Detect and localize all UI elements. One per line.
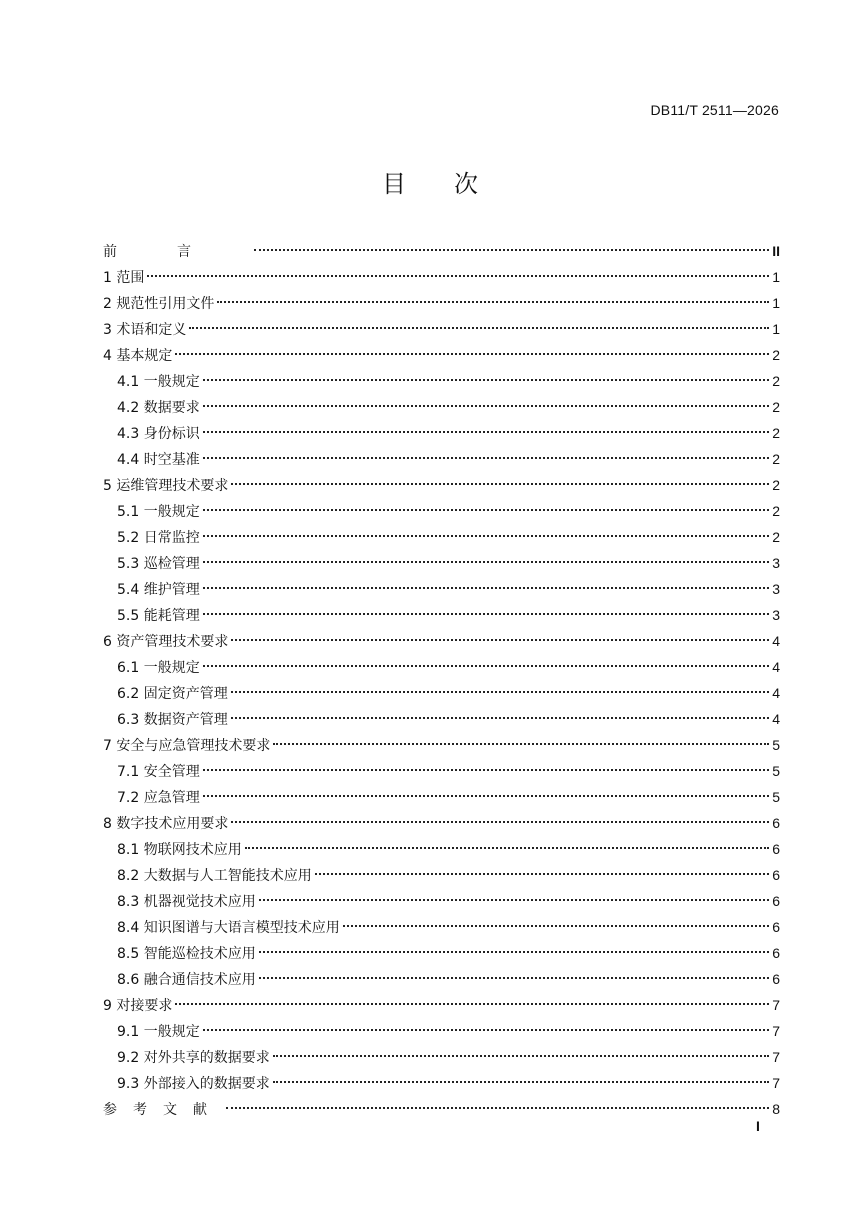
toc-entry[interactable] — [103, 420, 780, 446]
toc-dot-leader — [231, 483, 769, 485]
toc-dot-leader — [217, 301, 769, 303]
toc-entry[interactable] — [103, 576, 780, 602]
toc-entry-page: 7 — [772, 997, 780, 1013]
toc-entry-label: 6 资产管理技术要求 — [103, 634, 229, 650]
toc-entry-page: 6 — [772, 893, 780, 909]
toc-entry-label: 5.1 一般规定 — [117, 504, 200, 520]
toc-dot-leader — [231, 717, 769, 719]
toc-entry-label: 7 安全与应急管理技术要求 — [103, 738, 271, 754]
toc-entry-page: 8 — [772, 1101, 780, 1117]
toc-entry-label: 9 对接要求 — [103, 998, 173, 1014]
toc-entry[interactable] — [103, 498, 780, 524]
toc-entry[interactable] — [103, 264, 780, 290]
toc-dot-leader — [175, 1003, 769, 1005]
toc-dot-leader — [273, 743, 769, 745]
toc-entry[interactable] — [103, 888, 780, 914]
toc-dot-leader — [203, 587, 769, 589]
toc-entry-page: 2 — [772, 477, 780, 493]
toc-entry-label: 9.3 外部接入的数据要求 — [117, 1076, 270, 1092]
toc-entry-label: 4.2 数据要求 — [117, 400, 200, 416]
toc-entry[interactable] — [103, 862, 780, 888]
toc-dot-leader — [203, 509, 769, 511]
toc-entry[interactable] — [103, 290, 780, 316]
toc-entry-label: 参考文献 — [103, 1102, 223, 1118]
toc-entry-page: 4 — [772, 659, 780, 675]
toc-entry-label: 4.1 一般规定 — [117, 374, 200, 390]
toc-dot-leader — [203, 405, 769, 407]
toc-entry[interactable] — [103, 966, 780, 992]
toc-entry-page: 4 — [772, 633, 780, 649]
toc-dot-leader — [245, 847, 769, 849]
toc-dot-leader — [203, 1029, 769, 1031]
toc-entry[interactable] — [103, 602, 780, 628]
toc-dot-leader — [231, 691, 769, 693]
toc-entry-page: 3 — [772, 581, 780, 597]
toc-dot-leader — [343, 925, 769, 927]
toc-entry-page: 6 — [772, 919, 780, 935]
toc-entry[interactable] — [103, 472, 780, 498]
toc-entry-page: 1 — [772, 321, 780, 337]
toc-entry[interactable] — [103, 836, 780, 862]
toc-entry[interactable] — [103, 628, 780, 654]
toc-entry-label: 9.2 对外共享的数据要求 — [117, 1050, 270, 1066]
toc-entry-label: 8.2 大数据与人工智能技术应用 — [117, 868, 312, 884]
toc-entry-label: 8.3 机器视觉技术应用 — [117, 894, 256, 910]
toc-entry-page: 2 — [772, 425, 780, 441]
toc-entry[interactable] — [103, 1044, 780, 1070]
toc-entry[interactable] — [103, 1096, 780, 1122]
toc-entry-page: 7 — [772, 1023, 780, 1039]
toc-entry-label: 7.2 应急管理 — [117, 790, 200, 806]
toc-entry-label: 5 运维管理技术要求 — [103, 478, 229, 494]
toc-entry-label: 5.3 巡检管理 — [117, 556, 200, 572]
toc-entry[interactable] — [103, 706, 780, 732]
toc-entry-label: 4.4 时空基准 — [117, 452, 200, 468]
table-of-contents — [103, 238, 780, 1122]
toc-entry-page: 6 — [772, 971, 780, 987]
toc-entry-label: 5.4 维护管理 — [117, 582, 200, 598]
toc-entry[interactable] — [103, 810, 780, 836]
toc-entry[interactable] — [103, 316, 780, 342]
toc-entry[interactable] — [103, 238, 780, 264]
toc-entry-page: II — [772, 243, 780, 259]
toc-dot-leader — [175, 353, 769, 355]
toc-entry-label: 前言 — [103, 244, 251, 260]
toc-dot-leader — [203, 535, 769, 537]
toc-entry-page: 4 — [772, 711, 780, 727]
toc-entry-label: 6.2 固定资产管理 — [117, 686, 228, 702]
toc-entry-page: 5 — [772, 737, 780, 753]
toc-entry-page: 1 — [772, 269, 780, 285]
toc-entry[interactable] — [103, 784, 780, 810]
toc-entry[interactable] — [103, 524, 780, 550]
toc-entry-label: 8.4 知识图谱与大语言模型技术应用 — [117, 920, 340, 936]
toc-dot-leader — [203, 379, 769, 381]
toc-entry[interactable] — [103, 1018, 780, 1044]
toc-entry-page: 5 — [772, 763, 780, 779]
toc-entry-page: 7 — [772, 1049, 780, 1065]
toc-entry-page: 5 — [772, 789, 780, 805]
toc-entry-page: 3 — [772, 555, 780, 571]
page-number: I — [756, 1118, 760, 1134]
toc-dot-leader — [203, 561, 769, 563]
toc-entry-label: 5.5 能耗管理 — [117, 608, 200, 624]
toc-entry[interactable] — [103, 1070, 780, 1096]
toc-dot-leader — [273, 1081, 769, 1083]
toc-entry-label: 8.5 智能巡检技术应用 — [117, 946, 256, 962]
toc-entry-page: 2 — [772, 529, 780, 545]
toc-entry-label: 8.1 物联网技术应用 — [117, 842, 242, 858]
toc-entry-label: 7.1 安全管理 — [117, 764, 200, 780]
toc-dot-leader — [203, 769, 769, 771]
toc-entry-label: 4.3 身份标识 — [117, 426, 200, 442]
toc-entry-label: 8.6 融合通信技术应用 — [117, 972, 256, 988]
toc-dot-leader — [203, 795, 769, 797]
document-code: DB11/T 2511—2026 — [650, 102, 779, 118]
toc-entry-label: 3 术语和定义 — [103, 322, 187, 338]
toc-entry-page: 4 — [772, 685, 780, 701]
toc-entry-page: 6 — [772, 867, 780, 883]
toc-entry-page: 2 — [772, 503, 780, 519]
toc-entry[interactable] — [103, 446, 780, 472]
toc-entry-page: 2 — [772, 451, 780, 467]
toc-entry-label: 1 范围 — [103, 270, 145, 286]
toc-dot-leader — [231, 639, 769, 641]
toc-entry-page: 2 — [772, 373, 780, 389]
toc-entry[interactable] — [103, 680, 780, 706]
toc-entry-page: 6 — [772, 841, 780, 857]
toc-entry-page: 2 — [772, 347, 780, 363]
page-title: 目 次 — [382, 170, 478, 198]
toc-entry-page: 2 — [772, 399, 780, 415]
toc-dot-leader — [259, 977, 769, 979]
toc-dot-leader — [203, 431, 769, 433]
toc-entry-label: 9.1 一般规定 — [117, 1024, 200, 1040]
toc-dot-leader — [147, 275, 769, 277]
toc-entry-label: 6.3 数据资产管理 — [117, 712, 228, 728]
toc-dot-leader — [189, 327, 769, 329]
toc-entry[interactable] — [103, 368, 780, 394]
toc-dot-leader — [315, 873, 769, 875]
toc-entry[interactable] — [103, 550, 780, 576]
toc-dot-leader — [231, 821, 769, 823]
toc-entry-label: 8 数字技术应用要求 — [103, 816, 229, 832]
toc-entry[interactable] — [103, 992, 780, 1018]
toc-entry-page: 6 — [772, 945, 780, 961]
toc-entry[interactable] — [103, 654, 780, 680]
toc-entry-label: 2 规范性引用文件 — [103, 296, 215, 312]
toc-entry[interactable] — [103, 914, 780, 940]
toc-entry[interactable] — [103, 940, 780, 966]
toc-entry-label: 6.1 一般规定 — [117, 660, 200, 676]
toc-entry[interactable] — [103, 732, 780, 758]
toc-entry-label: 5.2 日常监控 — [117, 530, 200, 546]
toc-entry-page: 6 — [772, 815, 780, 831]
toc-dot-leader — [254, 249, 769, 251]
toc-dot-leader — [226, 1107, 769, 1109]
toc-dot-leader — [203, 613, 769, 615]
toc-dot-leader — [259, 951, 769, 953]
toc-entry[interactable] — [103, 342, 780, 368]
toc-entry-label: 4 基本规定 — [103, 348, 173, 364]
toc-entry-page: 1 — [772, 295, 780, 311]
toc-dot-leader — [203, 457, 769, 459]
toc-entry[interactable] — [103, 394, 780, 420]
toc-entry[interactable] — [103, 758, 780, 784]
toc-entry-page: 3 — [772, 607, 780, 623]
toc-dot-leader — [203, 665, 769, 667]
toc-dot-leader — [259, 899, 769, 901]
toc-entry-page: 7 — [772, 1075, 780, 1091]
toc-dot-leader — [273, 1055, 769, 1057]
